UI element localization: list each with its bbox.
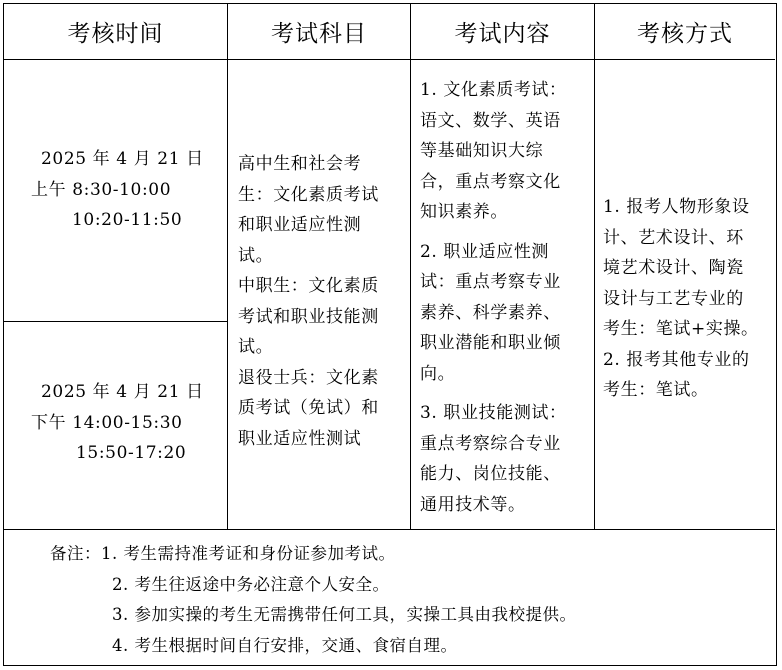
- notes-divider: [4, 529, 775, 530]
- session-time: 10:20-11:50: [72, 210, 183, 230]
- header-content: 考试内容: [454, 21, 551, 47]
- content-item: [420, 237, 592, 390]
- method-line: 考生：笔试。: [603, 380, 709, 400]
- subject-line: 考试和职业技能测: [238, 306, 379, 327]
- content-line: 2. 职业适应性测: [420, 241, 550, 262]
- content-line: 向。: [420, 363, 456, 384]
- content-item: [420, 398, 592, 520]
- method-line: 考生：笔试+实操。: [603, 319, 759, 339]
- column-divider: [594, 4, 595, 529]
- session-afternoon: [4, 377, 227, 469]
- column-divider: [227, 4, 228, 529]
- content-line: 能力、岗位技能、: [420, 464, 561, 484]
- content-line: 知识素养。: [420, 202, 508, 222]
- subject-line: 试。: [238, 245, 274, 266]
- content-line: 通用技术等。: [420, 494, 526, 515]
- subject-line: 试。: [238, 337, 274, 357]
- method-line: 境艺术设计、陶瓷: [603, 258, 744, 278]
- note-line: 备注：1. 考生需持准考证和身份证参加考试。: [50, 544, 396, 563]
- content-line: 1. 文化素质考试：: [420, 80, 567, 100]
- session-divider: [4, 321, 227, 322]
- column-divider: [410, 4, 411, 529]
- method-line: 计、艺术设计、环: [603, 227, 744, 248]
- subject-line: 退役士兵：文化素: [238, 367, 379, 388]
- subject-line: 职业适应性测试: [238, 428, 362, 449]
- note-line: 4. 考生根据时间自行安排，交通、食宿自理。: [112, 635, 458, 655]
- header-subject: 考试科目: [271, 21, 367, 47]
- subject-line: 中职生：文化素质: [238, 276, 379, 296]
- content-line: 等基础知识大综: [420, 141, 544, 161]
- session-time: 15:50-17:20: [76, 443, 187, 463]
- subject-line: 质考试（免试）和: [238, 398, 379, 418]
- session-date: 2025 年 4 月 21 日: [41, 382, 204, 402]
- content-line: 重点考察综合专业: [420, 433, 561, 454]
- method-line: 1. 报考人物形象设: [603, 197, 750, 217]
- content-line: 职业潜能和职业倾: [420, 333, 561, 353]
- subject-line: 生：文化素质考试: [238, 184, 379, 205]
- content-line: 素养、科学素养、: [420, 302, 561, 323]
- header-divider: [4, 59, 775, 60]
- subject-line: 高中生和社会考: [238, 154, 362, 174]
- session-date: 2025 年 4 月 21 日: [41, 149, 204, 169]
- content-item: [420, 75, 592, 228]
- content-line: 3. 职业技能测试：: [420, 403, 567, 423]
- exam-schedule-table: [3, 3, 777, 666]
- subjects-cell: [238, 149, 408, 454]
- content-cell: [420, 75, 592, 520]
- content-line: 合，重点考察文化: [420, 171, 561, 192]
- content-line: 试：重点考察专业: [420, 272, 561, 292]
- subject-line: 和职业适应性测: [238, 215, 362, 235]
- session-time: 上午 8:30-10:00: [31, 179, 172, 200]
- method-line: 设计与工艺专业的: [603, 288, 744, 309]
- notes-section: [50, 539, 577, 661]
- header-time: 考核时间: [67, 21, 164, 47]
- content-line: 语文、数学、英语: [420, 110, 561, 131]
- method-line: 2. 报考其他专业的: [603, 349, 750, 370]
- method-cell: [603, 192, 775, 406]
- note-line: 2. 考生往返途中务必注意个人安全。: [112, 574, 390, 594]
- header-method: 考核方式: [637, 21, 733, 47]
- session-time: 下午 14:00-15:30: [31, 412, 183, 433]
- note-line: 3. 参加实操的考生无需携带任何工具，实操工具由我校提供。: [112, 605, 577, 624]
- session-morning: [4, 144, 227, 236]
